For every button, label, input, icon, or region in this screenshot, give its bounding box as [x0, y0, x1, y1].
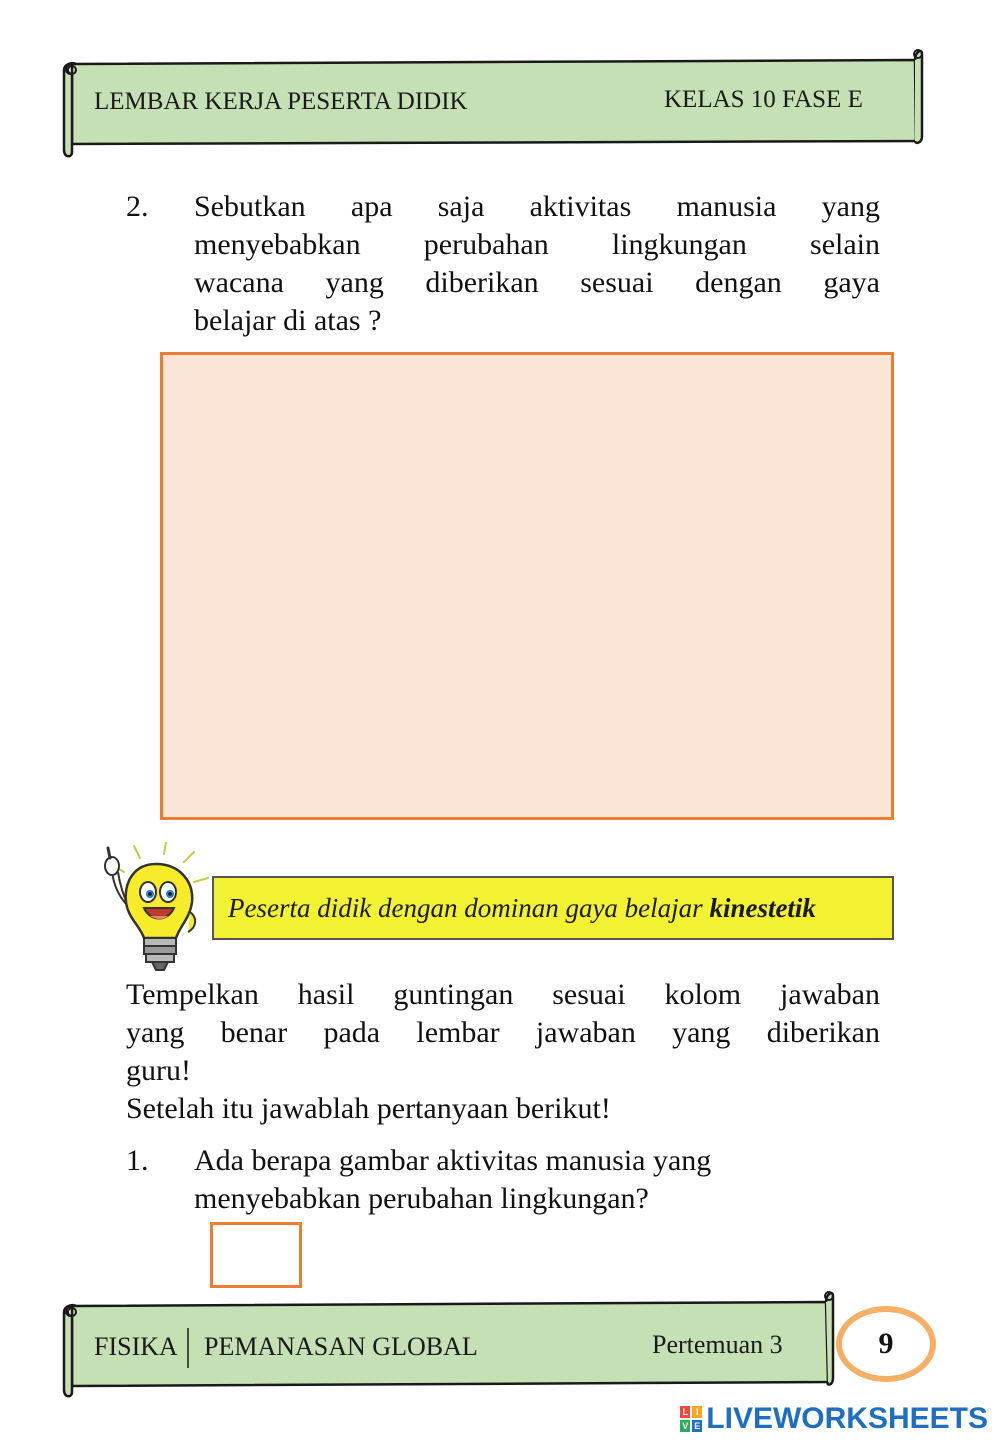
footer-banner [60, 1288, 840, 1400]
question-2-line: belajar di atas ? [194, 304, 382, 337]
instruction-line: Tempelkan hasil guntingan sesuai kolom jawaban [126, 978, 880, 1011]
instruction-followup: Setelah itu jawablah pertanyaan berikut! [126, 1092, 611, 1125]
page-number-value: 9 [878, 1327, 894, 1360]
liveworksheets-logo-icon [680, 1406, 702, 1432]
topic-label: PEMANASAN GLOBAL [204, 1332, 478, 1361]
question-2-number: 2. [126, 190, 149, 223]
class-phase-label: KELAS 10 FASE E [664, 86, 863, 113]
header-banner [60, 44, 932, 160]
instruction-line: guru! [126, 1054, 191, 1087]
logo-letter: V [682, 1421, 689, 1431]
learning-style-prefix: Peserta didik dengan dominan gaya belajar [228, 892, 710, 923]
worksheet-title: LEMBAR KERJA PESERTA DIDIK [94, 88, 468, 115]
page-number [836, 1306, 936, 1382]
question-1-text [194, 1142, 880, 1218]
instructions [126, 976, 880, 1128]
question-1-line: Ada berapa gambar aktivitas manusia yang [194, 1144, 712, 1177]
question-1-line: menyebabkan perubahan lingkungan? [194, 1182, 649, 1215]
logo-letter: I [692, 1406, 702, 1418]
lightbulb-mascot-icon [98, 842, 214, 972]
question-2-line: menyebabkan perubahan lingkungan selain [194, 228, 880, 261]
learning-style-banner [212, 876, 894, 940]
question-1-number: 1. [126, 1144, 149, 1177]
learning-style-emphasis: kinestetik [709, 892, 816, 923]
logo-letter: E [694, 1421, 701, 1431]
instruction-line: yang benar pada lembar jawaban yang diberikan [126, 1016, 880, 1049]
question-1 [126, 1142, 880, 1222]
subject-label: FISIKA [94, 1332, 178, 1361]
question-2-line: wacana yang diberikan sesuai dengan gaya [194, 266, 880, 299]
answer-box-question-1[interactable] [210, 1222, 302, 1288]
meeting-label: Pertemuan 3 [652, 1330, 783, 1359]
question-2-line: Sebutkan apa saja aktivitas manusia yang [194, 190, 880, 223]
liveworksheets-text: LIVEWORKSHEETS [706, 1402, 988, 1435]
question-2 [126, 188, 880, 344]
logo-letter: L [680, 1406, 690, 1418]
question-2-text [194, 188, 880, 340]
answer-box-question-2[interactable] [160, 352, 894, 820]
liveworksheets-watermark[interactable] [680, 1402, 988, 1436]
